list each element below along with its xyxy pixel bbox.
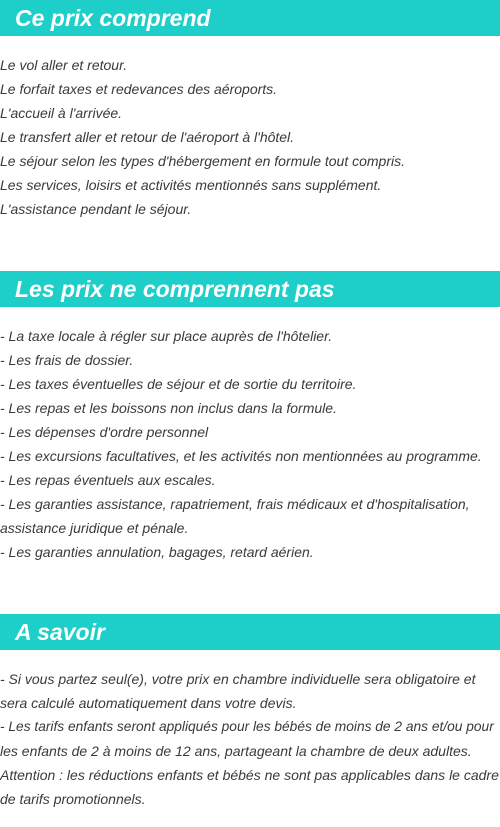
list-item: - Si vous partez seul(e), votre prix en chambre individuelle sera obligatoire et [0, 671, 476, 687]
list-item: Le vol aller et retour. [0, 57, 128, 73]
price-includes-list [0, 53, 500, 221]
attention-note: Attention : les réductions enfants et bébés ne sont pas applicables dans le cadre [0, 767, 499, 783]
attention-note-continuation: de tarifs promotionnels. [0, 791, 146, 807]
section-price-includes [0, 0, 500, 221]
list-item: - Les repas éventuels aux escales. [0, 472, 216, 488]
list-item: Le transfert aller et retour de l'aéroport à l'hôtel. [0, 129, 295, 145]
section-title-good-to-know: A savoir [0, 614, 500, 650]
list-item: - Les frais de dossier. [0, 352, 134, 368]
section-price-excludes [0, 271, 500, 564]
list-item-continuation: sera calculé automatiquement dans votre devis. [0, 695, 297, 711]
list-item: - Les excursions facultatives, et les activités non mentionnées au programme. [0, 448, 482, 464]
list-item-continuation: assistance juridique et pénale. [0, 520, 189, 536]
list-item: L'accueil à l'arrivée. [0, 105, 123, 121]
section-title-price-excludes: Les prix ne comprennent pas [0, 271, 500, 307]
list-item: Les services, loisirs et activités mentionnés sans supplément. [0, 177, 382, 193]
section-good-to-know [0, 614, 500, 811]
list-item: - Les dépenses d'ordre personnel [0, 424, 209, 440]
list-item: Le séjour selon les types d'hébergement en formule tout compris. [0, 153, 406, 169]
list-item: - La taxe locale à régler sur place auprès de l'hôtelier. [0, 328, 333, 344]
good-to-know-list [0, 667, 500, 811]
list-item: - Les repas et les boissons non inclus dans la formule. [0, 400, 337, 416]
list-item-continuation: les enfants de 2 à moins de 12 ans, partageant la chambre de deux adultes. [0, 743, 472, 759]
section-title-price-includes: Ce prix comprend [0, 0, 500, 36]
list-item: - Les taxes éventuelles de séjour et de sortie du territoire. [0, 376, 357, 392]
list-item: - Les garanties assistance, rapatriement, frais médicaux et d'hospitalisation, [0, 496, 470, 512]
list-item: - Les garanties annulation, bagages, retard aérien. [0, 544, 314, 560]
list-item: L'assistance pendant le séjour. [0, 201, 192, 217]
price-excludes-list [0, 324, 500, 564]
list-item: - Les tarifs enfants seront appliqués pour les bébés de moins de 2 ans et/ou pour [0, 719, 494, 734]
list-item: Le forfait taxes et redevances des aéroports. [0, 81, 278, 97]
